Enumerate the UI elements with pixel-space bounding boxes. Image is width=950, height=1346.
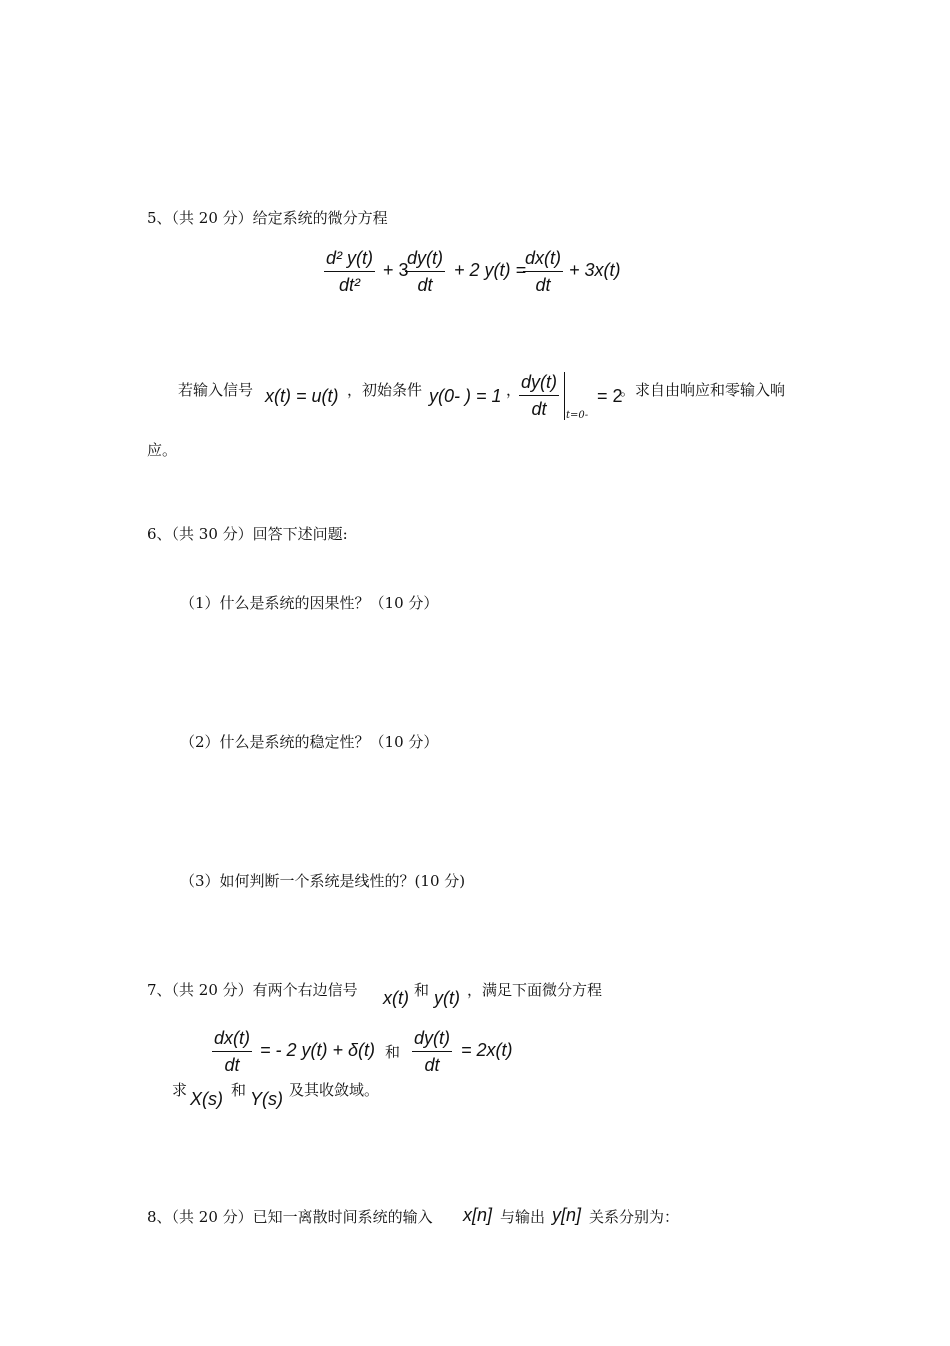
q5-frac3-den: dt <box>535 275 551 295</box>
q5-line-prefix: 若输入信号 <box>178 381 254 399</box>
q7-eqA-frac <box>212 1028 252 1076</box>
q5-comma1: ，初始条件 <box>347 381 423 399</box>
q5-line2: 应。 <box>147 441 178 459</box>
q7-heading-tail: ，满足下面微分方程 <box>467 981 603 999</box>
q7-x-signal: x(t) <box>383 988 409 1008</box>
q5-frac2 <box>405 248 445 296</box>
q5-frac2-den: dt <box>417 275 433 295</box>
q7-y-signal: y(t) <box>434 988 460 1008</box>
q6-heading: 6、（共 30 分）回答下述问题: <box>147 525 348 543</box>
q7-eqA-num: dx(t) <box>212 1028 252 1052</box>
q7-eqA-rhs: = - 2 y(t) + δ(t) <box>260 1040 376 1060</box>
q7-ask: 求 <box>172 1081 188 1099</box>
q7-Xs: X(s) <box>190 1089 223 1109</box>
q8-heading-c: 关系分别为： <box>589 1208 680 1226</box>
q7-eqB-frac <box>412 1028 452 1076</box>
q7-eqA-den: dt <box>224 1055 240 1075</box>
q5-eq2: = 2 <box>597 386 623 406</box>
q5-input-expr: x(t) = u(t) <box>265 386 339 406</box>
q5-eval-bar <box>564 372 565 420</box>
q5-frac3-num: dx(t) <box>523 248 563 272</box>
q7-and2: 和 <box>385 1043 401 1061</box>
q5-comma2: ， <box>506 381 522 399</box>
q7-eqB-num: dy(t) <box>412 1028 452 1052</box>
q6-sub3: （3）如何判断一个系统是线性的？(10 分) <box>180 872 466 890</box>
q5-frac2-num: dy(t) <box>405 248 445 272</box>
q5-plus1: + 3 <box>383 260 409 280</box>
q5-eval-sub: t=0- <box>566 410 589 421</box>
q7-eqB-rhs: = 2x(t) <box>461 1040 513 1060</box>
q5-frac4 <box>519 372 559 420</box>
q8-yn: y[n] <box>552 1205 582 1225</box>
q7-eqB-den: dt <box>424 1055 440 1075</box>
q5-mid: + 2 y(t) = <box>454 260 527 280</box>
q8-heading-a: 8、（共 20 分）已知一离散时间系统的输入 <box>147 1208 433 1226</box>
q8-heading-b: 与输出 <box>500 1208 546 1226</box>
q5-frac1-den: dt² <box>338 275 360 295</box>
q5-frac4-num: dy(t) <box>519 372 559 396</box>
q5-line-suffix: 。求自由响应和零输入响 <box>620 381 786 399</box>
q7-heading: 7、（共 20 分）有两个右边信号 <box>147 981 358 999</box>
q7-and3: 和 <box>231 1081 247 1099</box>
q8-xn: x[n] <box>463 1205 493 1225</box>
q5-frac1 <box>324 248 375 296</box>
q6-sub1: （1）什么是系统的因果性？（10 分） <box>180 594 439 612</box>
q7-and1: 和 <box>414 981 430 999</box>
q5-tail: + 3x(t) <box>569 260 621 280</box>
q5-frac4-den: dt <box>531 399 547 419</box>
q6-sub2: （2）什么是系统的稳定性？（10 分） <box>180 733 439 751</box>
q5-frac3 <box>523 248 563 296</box>
q7-ask-tail: 及其收敛域。 <box>289 1081 380 1099</box>
q5-frac1-num: d² y(t) <box>324 248 375 272</box>
q5-init1: y(0- ) = 1 <box>429 386 502 406</box>
q7-Ys: Y(s) <box>250 1089 283 1109</box>
q5-heading: 5、（共 20 分）给定系统的微分方程 <box>147 209 388 227</box>
